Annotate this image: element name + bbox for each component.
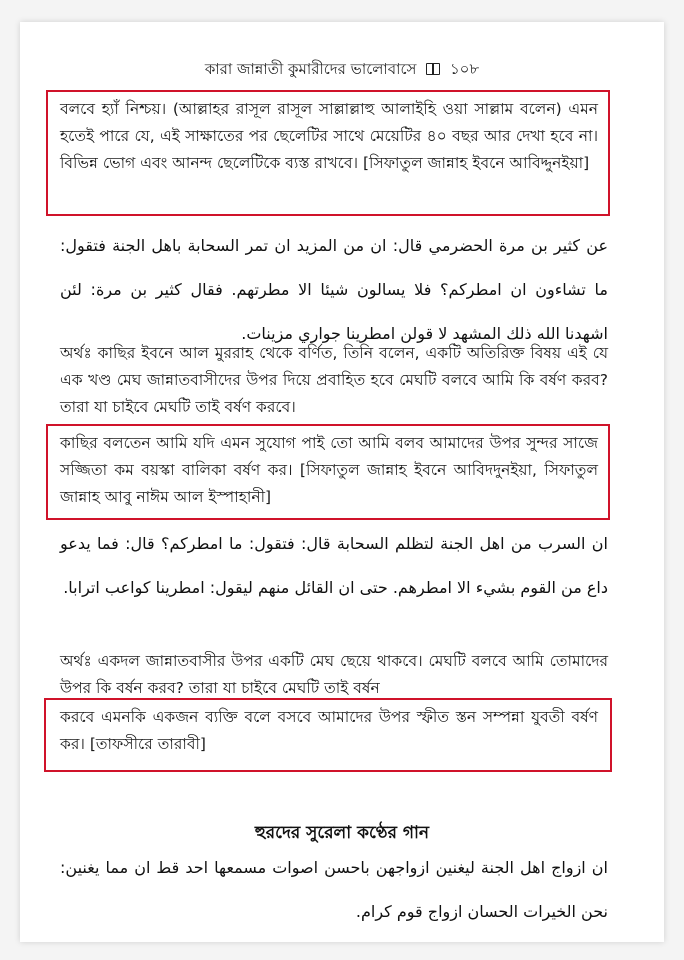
page-header xyxy=(20,58,664,83)
page-number: ১০৮ xyxy=(449,60,480,78)
translation-2: অর্থঃ একদল জান্নাতবাসীর উপর একটি মেঘ ছেয়ে থাকবে। মেঘটি বলবে আমি তোমাদের উপর কি বর্ষন করব? তারা যা চাইবে মেঘটি তাই বর্ষন xyxy=(60,652,608,697)
arabic-hadith-1: عن كثير بن مرة الحضرمي قال: ان من المزيد ان تمر السحابة باهل الجنة فتقول: ما تشاءون ان امطركم؟ فلا يسالون شيئا الا مطرتهم. فقال كثير بن مرة: لئن اشهدنا الله ذلك المشهد لا قولن امطرينا جواري مزينات. xyxy=(60,236,608,343)
chapter-title: কারা জান্নাতী কুমারীদের ভালোবাসে xyxy=(204,60,417,78)
book-page xyxy=(20,22,664,942)
book-icon xyxy=(426,63,440,75)
box2-text: কাছির বলতেন আমি যদি এমন সুযোগ পাই তো আমি বলব আমাদের উপর সুন্দর সাজে সজ্জিতা কম বয়স্কা বালিকা বর্ষণ কর। [সিফাতুল জান্নাহ ইবনে আবিদদুনইয়া, সিফাতুল জান্নাহ আবু নাঈম আল ইস্পাহানী] xyxy=(60,434,598,506)
translation-1: অর্থঃ কাছির ইবনে আল মুররাহ থেকে বর্ণিত, তিনি বলেন, একটি অতিরিক্ত বিষয় এই যে এক খণ্ড মেঘ জান্নাতবাসীদের উপর দিয়ে প্রবাহিত হবে মেঘটি বলবে আমি কি বর্ষণ করব? তারা যা চাইবে মেঘটি তাই বর্ষণ করবে। xyxy=(60,344,608,416)
box3-text: করবে এমনকি একজন ব্যক্তি বলে বসবে আমাদের উপর স্ফীত স্তন সম্পন্না যুবতী বর্ষণ কর। [তাফসীরে তারাবী] xyxy=(60,708,598,753)
box1-text: বলবে হ্যাঁ নিশ্চয়। (আল্লাহর রাসূল রাসূল সাল্লাল্লাহু আলাইহি ওয়া সাল্লাম বলেন) এমন হতেই পারে যে, এই সাক্ষাতের পর ছেলেটির সাথে মেয়েটির ৪০ বছর আর দেখা হবে না। বিভিন্ন ভোগ এবং আনন্দ ছেলেটিকে ব্যস্ত রাখবে। [সিফাতুল জান্নাহ ইবনে আবিদ্দুনইয়া] xyxy=(60,100,598,172)
arabic-hadith-2: ان السرب من اهل الجنة لتظلم السحابة قال: فتقول: ما امطركم؟ قال: فما يدعو داع من القوم بشيء الا امطرهم. حتى ان القائل منهم ليقول: امطرينا كواعب اترابا. xyxy=(60,534,608,597)
arabic-hadith-3: ان ازواج اهل الجنة ليغنين ازواجهن باحسن اصوات مسمعها احد قط ان مما يغنين: نحن الخيرات الحسان ازواج قوم كرام. xyxy=(60,858,608,921)
section-heading: হুরদের সুরেলা কণ্ঠের গান xyxy=(254,823,430,843)
